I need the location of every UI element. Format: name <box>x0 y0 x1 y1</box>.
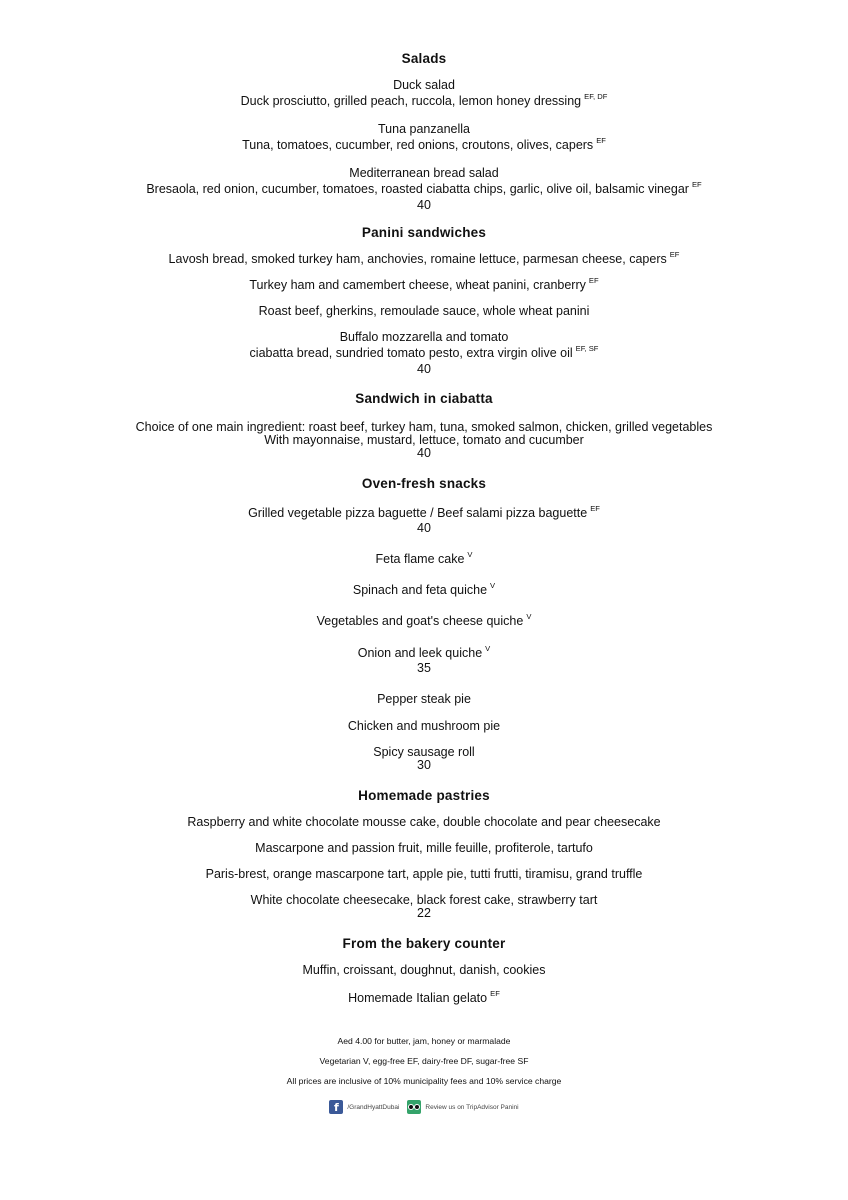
dietary-marker: V <box>526 612 532 621</box>
menu-line <box>0 252 848 267</box>
footnote-text: All prices are inclusive of 10% municipality fees and 10% service charge <box>286 1076 562 1086</box>
dietary-marker: V <box>485 644 491 653</box>
menu-line-text: Tuna, tomatoes, cucumber, red onions, croutons, olives, capers <box>242 138 594 152</box>
section-heading-text: Sandwich in ciabatta <box>355 391 493 406</box>
menu-line-text: With mayonnaise, mustard, lettuce, tomato and cucumber <box>264 433 584 447</box>
menu-line-text: Grilled vegetable pizza baguette / Beef salami pizza baguette <box>248 506 588 520</box>
footnote <box>0 1076 848 1087</box>
menu-line-text: Onion and leek quiche <box>357 646 483 660</box>
menu-line-text: Spinach and feta quiche <box>352 583 488 597</box>
dietary-marker: EF, DF <box>584 92 608 101</box>
menu-line <box>0 552 848 567</box>
menu-line <box>0 719 848 734</box>
price-text: 40 <box>417 362 431 376</box>
section-heading <box>0 476 848 491</box>
footnote-text: Aed 4.00 for butter, jam, honey or marmalade <box>337 1036 511 1046</box>
menu-line-text: Homemade Italian gelato <box>348 991 488 1005</box>
menu-line-text: Feta flame cake <box>375 552 465 566</box>
section-heading <box>0 391 848 406</box>
section-heading-text: Homemade pastries <box>358 788 490 803</box>
section-heading-text: Oven-fresh snacks <box>361 476 487 491</box>
menu-line-text: Pepper steak pie <box>377 692 471 706</box>
menu-line-text: Spicy sausage roll <box>373 745 475 759</box>
section-heading <box>0 936 848 951</box>
menu-line-text: Duck prosciutto, grilled peach, ruccola, lemon honey dressing <box>240 94 582 108</box>
footnote-text: Vegetarian V, egg-free EF, dairy-free DF, sugar-free SF <box>319 1056 529 1066</box>
menu-line-text: Chicken and mushroom pie <box>347 719 501 733</box>
menu-line <box>0 614 848 629</box>
tripadvisor-icon <box>407 1100 421 1114</box>
price-text: 40 <box>417 446 431 460</box>
section-heading-text: Panini sandwiches <box>361 225 487 240</box>
menu-line <box>0 78 848 93</box>
menu-line-text: Mascarpone and passion fruit, mille feuille, profiterole, tartufo <box>255 841 593 855</box>
menu-line <box>0 963 848 978</box>
menu-line-text: Bresaola, red onion, cucumber, tomatoes, roasted ciabatta chips, garlic, olive oil, balsamic vinegar <box>146 182 689 196</box>
price <box>0 521 848 536</box>
menu-line-text: Buffalo mozzarella and tomato <box>339 330 509 344</box>
section-heading-text: From the bakery counter <box>342 936 506 951</box>
menu-line-text: Lavosh bread, smoked turkey ham, anchovies, romaine lettuce, parmesan cheese, capers <box>168 252 667 266</box>
section-heading <box>0 788 848 803</box>
menu-line <box>0 646 848 661</box>
section-heading-text: Salads <box>401 51 447 66</box>
section-heading <box>0 225 848 240</box>
menu-line-text: Muffin, croissant, doughnut, danish, cookies <box>302 963 546 977</box>
menu-line <box>0 346 848 361</box>
menu-line <box>0 330 848 345</box>
menu-line <box>0 867 848 882</box>
dietary-marker: EF <box>669 250 680 259</box>
dietary-marker: EF <box>490 989 500 998</box>
dietary-marker: EF, SF <box>575 344 599 353</box>
facebook-icon: f <box>329 1100 343 1114</box>
menu-line-text: Paris-brest, orange mascarpone tart, apple pie, tutti frutti, tiramisu, grand truffle <box>205 867 643 881</box>
menu-line-text: Choice of one main ingredient: roast beef, turkey ham, tuna, smoked salmon, chicken, grilled vegetables <box>135 420 713 434</box>
menu-line <box>0 815 848 830</box>
menu-line-text: Vegetables and goat's cheese quiche <box>316 614 524 628</box>
dietary-marker: EF <box>596 136 606 145</box>
menu-line <box>0 122 848 137</box>
price <box>0 906 848 921</box>
price <box>0 661 848 676</box>
price-text: 30 <box>417 758 431 772</box>
dietary-marker: EF <box>691 180 702 189</box>
price <box>0 362 848 377</box>
price-text: 22 <box>417 906 431 920</box>
menu-line-text: Mediterranean bread salad <box>349 166 499 180</box>
menu-line <box>0 278 848 293</box>
menu-line <box>0 841 848 856</box>
menu-line <box>0 583 848 598</box>
menu-line-text: Roast beef, gherkins, remoulade sauce, whole wheat panini <box>258 304 590 318</box>
menu-line-text: Duck salad <box>393 78 455 92</box>
dietary-marker: V <box>490 581 496 590</box>
menu-line-text: Raspberry and white chocolate mousse cake, double chocolate and pear cheesecake <box>187 815 661 829</box>
menu-line <box>0 991 848 1006</box>
menu-line-text: ciabatta bread, sundried tomato pesto, extra virgin olive oil <box>249 346 573 360</box>
footnote <box>0 1056 848 1067</box>
menu-line-text: White chocolate cheesecake, black forest cake, strawberry tart <box>250 893 598 907</box>
price-text: 40 <box>417 198 431 212</box>
menu-line <box>0 304 848 319</box>
dietary-marker: EF <box>588 276 599 285</box>
menu-line <box>0 182 848 197</box>
tripadvisor-text: Review us on TripAdvisor Panini <box>425 1103 519 1111</box>
dietary-marker: V <box>467 550 473 559</box>
price <box>0 446 848 461</box>
menu-line <box>0 166 848 181</box>
facebook-handle: /GrandHyattDubai <box>347 1103 400 1111</box>
menu-line-text: Turkey ham and camembert cheese, wheat panini, cranberry <box>249 278 586 292</box>
dietary-marker: EF <box>590 504 600 513</box>
price <box>0 758 848 773</box>
price-text: 35 <box>417 661 431 675</box>
menu-line <box>0 692 848 707</box>
price-text: 40 <box>417 521 431 535</box>
menu-line <box>0 506 848 521</box>
menu-line-text: Tuna panzanella <box>378 122 470 136</box>
section-heading <box>0 51 848 66</box>
social-footer <box>0 1100 848 1114</box>
price <box>0 198 848 213</box>
menu-line <box>0 94 848 109</box>
menu-line <box>0 138 848 153</box>
footnote <box>0 1036 848 1047</box>
